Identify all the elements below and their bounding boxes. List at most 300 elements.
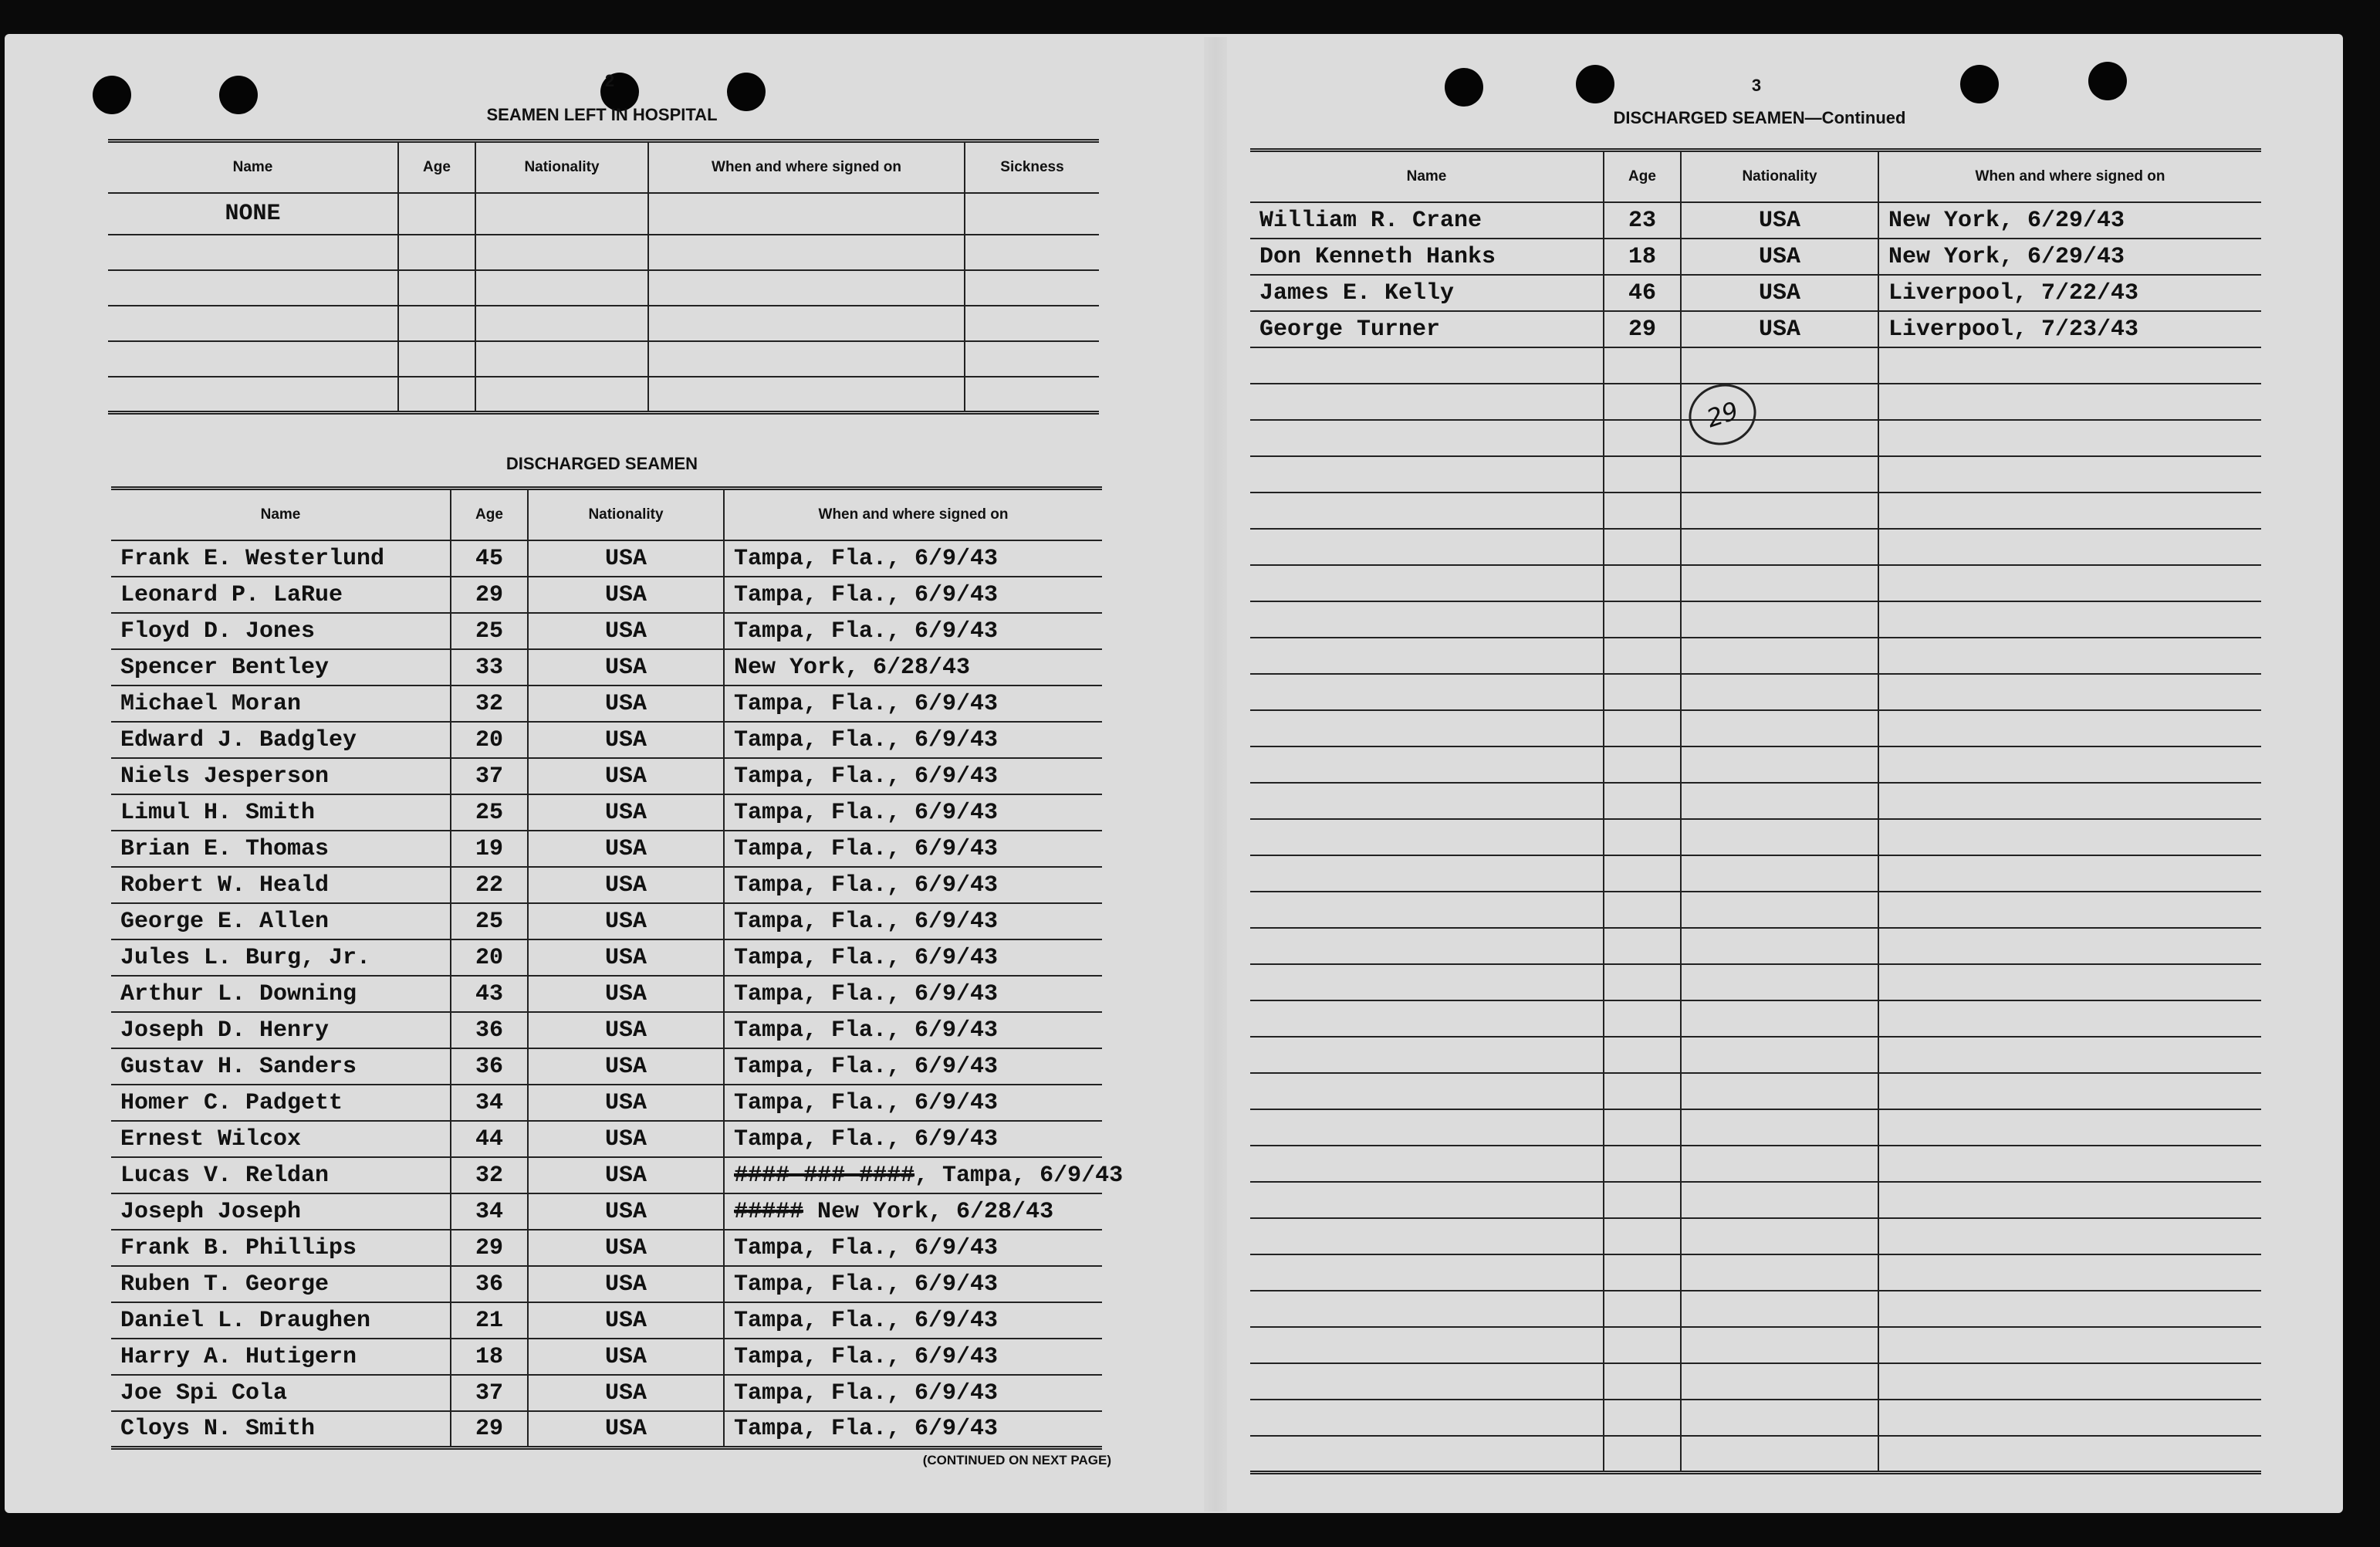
empty-cell — [1604, 1146, 1681, 1182]
seaman-name: Brian E. Thomas — [111, 831, 451, 867]
empty-cell — [1878, 384, 2261, 420]
seaman-age: 44 — [451, 1121, 528, 1157]
empty-cell — [1604, 347, 1681, 384]
seaman-age: 29 — [451, 577, 528, 613]
empty-cell — [1250, 493, 1604, 529]
seaman-age: 36 — [451, 1048, 528, 1085]
table-row — [111, 1085, 1102, 1121]
punch-hole — [2088, 62, 2127, 100]
empty-cell — [1604, 1218, 1681, 1254]
empty-cell — [1681, 1146, 1878, 1182]
seaman-age: 22 — [451, 867, 528, 903]
blank-row — [1250, 347, 2261, 384]
seaman-nationality: USA — [528, 1193, 724, 1230]
signed-on-cell — [724, 976, 1102, 1012]
empty-cell — [1604, 493, 1681, 529]
seaman-nationality: USA — [528, 685, 724, 722]
seaman-name: Lucas V. Reldan — [111, 1157, 451, 1193]
seaman-nationality: USA — [528, 540, 724, 577]
circled-total: 29 — [1681, 375, 1764, 453]
empty-cell — [1878, 1037, 2261, 1073]
blank-row — [1250, 1109, 2261, 1146]
column-header: Name — [1250, 151, 1604, 203]
signed-on-cell — [724, 577, 1102, 613]
signed-on-text: Tampa, Fla., 6/9/43 — [734, 980, 999, 1007]
signed-on-text: Tampa, Fla., 6/9/43 — [734, 1089, 999, 1116]
seaman-name: Leonard P. LaRue — [111, 577, 451, 613]
table-row — [111, 1230, 1102, 1266]
empty-cell — [1250, 638, 1604, 674]
column-header: Nationality — [1681, 151, 1878, 203]
table-row — [111, 540, 1102, 577]
blank-row — [1250, 565, 2261, 601]
column-header: Nationality — [475, 141, 648, 194]
seaman-age: 20 — [451, 939, 528, 976]
blank-row — [1250, 1254, 2261, 1291]
empty-cell — [1681, 1291, 1878, 1327]
table-row — [111, 1302, 1102, 1339]
table-row — [111, 976, 1102, 1012]
discharged-section-title: DISCHARGED SEAMEN — [505, 454, 698, 473]
seaman-nationality: USA — [528, 867, 724, 903]
seaman-age: 21 — [451, 1302, 528, 1339]
table-row — [111, 758, 1102, 794]
blank-row — [1250, 529, 2261, 565]
empty-cell — [1250, 1363, 1604, 1400]
signed-on-text: Tampa, Fla., 6/9/43 — [734, 1415, 999, 1442]
empty-cell — [1681, 601, 1878, 638]
empty-cell — [1604, 1109, 1681, 1146]
column-header: When and where signed on — [648, 141, 965, 194]
seaman-age: 46 — [1604, 275, 1681, 311]
table-row — [111, 1048, 1102, 1085]
empty-cell — [1878, 1073, 2261, 1109]
empty-cell — [1604, 1000, 1681, 1037]
empty-cell — [1250, 1327, 1604, 1363]
signed-on-cell — [724, 939, 1102, 976]
empty-cell — [1604, 1363, 1681, 1400]
empty-cell — [1878, 456, 2261, 493]
table-row — [111, 903, 1102, 939]
seaman-name: Cloys N. Smith — [111, 1411, 451, 1447]
blank-row — [1250, 892, 2261, 928]
seaman-nationality: USA — [528, 1230, 724, 1266]
empty-cell — [1878, 1146, 2261, 1182]
signed-on-text: Tampa, Fla., 6/9/43 — [734, 1053, 999, 1080]
empty-cell — [1681, 1327, 1878, 1363]
empty-cell — [1604, 565, 1681, 601]
table-row — [111, 867, 1102, 903]
seaman-nationality: USA — [528, 1339, 724, 1375]
empty-cell — [1250, 1037, 1604, 1073]
empty-cell — [1250, 928, 1604, 964]
blank-row — [1250, 1146, 2261, 1182]
struck-text: ##### — [734, 1198, 804, 1225]
seaman-age: 37 — [451, 1375, 528, 1411]
signed-on-cell — [724, 613, 1102, 649]
signed-on-text: Tampa, Fla., 6/9/43 — [734, 545, 999, 572]
seaman-nationality: USA — [1681, 275, 1878, 311]
empty-cell — [1878, 964, 2261, 1000]
signed-on-text: Tampa, Fla., 6/9/43 — [734, 835, 999, 862]
seaman-nationality: USA — [528, 1157, 724, 1193]
seaman-name: Joseph Joseph — [111, 1193, 451, 1230]
empty-cell — [1250, 529, 1604, 565]
signed-on-text: Liverpool, 7/23/43 — [1878, 311, 2261, 347]
empty-cell — [1878, 855, 2261, 892]
page-fold — [1204, 37, 1227, 1511]
table-row — [1250, 202, 2261, 239]
blank-row — [1250, 746, 2261, 783]
signed-on-text: Tampa, Fla., 6/9/43 — [734, 908, 999, 935]
blank-row — [1250, 710, 2261, 746]
seaman-name: Michael Moran — [111, 685, 451, 722]
blank-row — [1250, 1073, 2261, 1109]
empty-cell — [1250, 1436, 1604, 1472]
signed-on-cell — [724, 1266, 1102, 1302]
column-header: Age — [398, 141, 475, 194]
empty-cell — [1681, 1254, 1878, 1291]
seaman-name: Frank E. Westerlund — [111, 540, 451, 577]
seaman-nationality: USA — [528, 903, 724, 939]
signed-on-text: Tampa, Fla., 6/9/43 — [734, 1379, 999, 1407]
seaman-name: Joe Spi Cola — [111, 1375, 451, 1411]
seaman-name: Limul H. Smith — [111, 794, 451, 831]
empty-cell — [1250, 1109, 1604, 1146]
empty-cell — [1604, 892, 1681, 928]
empty-cell — [1250, 855, 1604, 892]
seaman-age: 37 — [451, 758, 528, 794]
continued-table — [1250, 148, 2261, 1474]
blank-row — [1250, 456, 2261, 493]
signed-on-cell — [724, 1339, 1102, 1375]
column-header: Age — [1604, 151, 1681, 203]
empty-cell — [1681, 1436, 1878, 1472]
empty-cell — [1681, 456, 1878, 493]
seaman-age: 32 — [451, 685, 528, 722]
seaman-nationality: USA — [528, 1411, 724, 1447]
seaman-age: 29 — [451, 1230, 528, 1266]
empty-cell — [1250, 819, 1604, 855]
seaman-nationality: USA — [528, 939, 724, 976]
table-row — [111, 831, 1102, 867]
seaman-name: Joseph D. Henry — [111, 1012, 451, 1048]
empty-cell — [1250, 674, 1604, 710]
empty-cell — [1681, 855, 1878, 892]
signed-on-cell — [724, 722, 1102, 758]
struck-text: #### ### #### — [734, 1162, 915, 1189]
signed-on-cell — [724, 1375, 1102, 1411]
signed-on-text: Tampa, Fla., 6/9/43 — [734, 618, 999, 645]
empty-cell — [1681, 1218, 1878, 1254]
signed-on-cell — [724, 903, 1102, 939]
empty-cell — [1681, 746, 1878, 783]
hospital-entry: NONE — [108, 193, 398, 235]
hospital-section-title: SEAMEN LEFT IN HOSPITAL — [486, 105, 718, 124]
empty-cell — [1604, 1182, 1681, 1218]
table-row — [111, 613, 1102, 649]
seaman-age: 18 — [451, 1339, 528, 1375]
seaman-nationality: USA — [528, 649, 724, 685]
empty-cell — [1250, 1073, 1604, 1109]
continued-note: (CONTINUED ON NEXT PAGE) — [922, 1453, 1111, 1467]
empty-cell — [1681, 1000, 1878, 1037]
signed-on-text: , Tampa, 6/9/43 — [914, 1162, 1124, 1189]
blank-row — [1250, 1400, 2261, 1436]
table-row — [111, 649, 1102, 685]
empty-cell — [1250, 1182, 1604, 1218]
seaman-age: 34 — [451, 1193, 528, 1230]
blank-row — [1250, 1363, 2261, 1400]
blank-row — [1250, 928, 2261, 964]
table-row — [111, 1339, 1102, 1375]
seaman-nationality: USA — [528, 976, 724, 1012]
seaman-name: James E. Kelly — [1250, 275, 1604, 311]
blank-row — [1250, 1218, 2261, 1254]
column-header: When and where signed on — [1878, 151, 2261, 203]
empty-cell — [1878, 819, 2261, 855]
blank-row — [1250, 493, 2261, 529]
seaman-name: Ernest Wilcox — [111, 1121, 451, 1157]
punch-hole — [1960, 65, 1999, 103]
table-row — [111, 794, 1102, 831]
seaman-age: 25 — [451, 794, 528, 831]
signed-on-cell — [724, 1012, 1102, 1048]
empty-cell — [1878, 783, 2261, 819]
signed-on-text: Tampa, Fla., 6/9/43 — [734, 1271, 999, 1298]
punch-hole — [1445, 68, 1483, 107]
empty-cell — [1681, 493, 1878, 529]
seaman-nationality: USA — [528, 613, 724, 649]
signed-on-cell — [724, 1085, 1102, 1121]
empty-cell — [1681, 1400, 1878, 1436]
blank-row — [1250, 1436, 2261, 1472]
empty-cell — [1250, 892, 1604, 928]
empty-cell — [1250, 1291, 1604, 1327]
empty-cell — [1878, 1363, 2261, 1400]
empty-cell — [1250, 1000, 1604, 1037]
seaman-name: Daniel L. Draughen — [111, 1302, 451, 1339]
empty-cell — [1878, 420, 2261, 456]
empty-cell — [1604, 964, 1681, 1000]
empty-cell — [1681, 1073, 1878, 1109]
blank-row — [1250, 819, 2261, 855]
table-row — [1250, 275, 2261, 311]
signed-on-cell — [724, 1157, 1124, 1193]
empty-cell — [1604, 420, 1681, 456]
blank-row — [1250, 674, 2261, 710]
signed-on-text: Tampa, Fla., 6/9/43 — [734, 1343, 999, 1370]
table-row — [111, 722, 1102, 758]
empty-cell — [1604, 601, 1681, 638]
seaman-nationality: USA — [1681, 202, 1878, 239]
continued-section-title: DISCHARGED SEAMEN—Continued — [1613, 108, 1906, 127]
blank-row — [1250, 420, 2261, 456]
seaman-name: Robert W. Heald — [111, 867, 451, 903]
seaman-nationality: USA — [528, 758, 724, 794]
seaman-name: Harry A. Hutigern — [111, 1339, 451, 1375]
seaman-age: 20 — [451, 722, 528, 758]
seaman-name: Floyd D. Jones — [111, 613, 451, 649]
signed-on-text: New York, 6/28/43 — [734, 654, 971, 681]
signed-on-text: Tampa, Fla., 6/9/43 — [734, 1234, 999, 1261]
blank-row — [1250, 638, 2261, 674]
seaman-nationality: USA — [528, 1121, 724, 1157]
seaman-age: 43 — [451, 976, 528, 1012]
seaman-age: 29 — [451, 1411, 528, 1447]
empty-cell — [1604, 384, 1681, 420]
empty-cell — [1681, 892, 1878, 928]
page-number-right: 3 — [1751, 76, 1762, 95]
signed-on-cell — [724, 685, 1102, 722]
signed-on-text: Tampa, Fla., 6/9/43 — [734, 763, 999, 790]
empty-cell — [1878, 493, 2261, 529]
signed-on-text: Tampa, Fla., 6/9/43 — [734, 944, 999, 971]
seaman-age: 32 — [451, 1157, 528, 1193]
table-row — [111, 1193, 1102, 1230]
seaman-nationality: USA — [528, 1012, 724, 1048]
table-row — [111, 939, 1102, 976]
empty-cell — [1681, 529, 1878, 565]
signed-on-text: Tampa, Fla., 6/9/43 — [734, 1126, 999, 1153]
empty-cell — [1878, 1109, 2261, 1146]
empty-cell — [1604, 783, 1681, 819]
blank-row — [1250, 601, 2261, 638]
blank-row — [1250, 783, 2261, 819]
empty-cell — [1250, 347, 1604, 384]
table-row — [111, 1411, 1102, 1447]
empty-cell — [1878, 1291, 2261, 1327]
empty-cell — [1681, 1037, 1878, 1073]
table-row — [111, 1121, 1102, 1157]
empty-cell — [1878, 710, 2261, 746]
blank-row — [1250, 855, 2261, 892]
seaman-age: 45 — [451, 540, 528, 577]
empty-cell — [1250, 746, 1604, 783]
seaman-nationality: USA — [528, 794, 724, 831]
empty-cell — [1878, 1327, 2261, 1363]
empty-cell — [1604, 746, 1681, 783]
seaman-name: Frank B. Phillips — [111, 1230, 451, 1266]
seaman-nationality: USA — [1681, 239, 1878, 275]
punch-hole — [93, 76, 131, 114]
seaman-name: Jules L. Burg, Jr. — [111, 939, 451, 976]
signed-on-cell — [724, 867, 1102, 903]
empty-cell — [1878, 892, 2261, 928]
empty-cell — [1681, 928, 1878, 964]
signed-on-text: Tampa, Fla., 6/9/43 — [734, 1307, 999, 1334]
signed-on-cell — [724, 1193, 1102, 1230]
signed-on-cell — [724, 1411, 1102, 1447]
empty-cell — [1250, 1146, 1604, 1182]
column-header: Age — [451, 489, 528, 541]
signed-on-cell — [724, 649, 1102, 685]
signed-on-text: Tampa, Fla., 6/9/43 — [734, 581, 999, 608]
seaman-age: 33 — [451, 649, 528, 685]
seaman-age: 36 — [451, 1012, 528, 1048]
empty-cell — [1604, 928, 1681, 964]
column-header: When and where signed on — [724, 489, 1102, 541]
empty-cell — [1604, 819, 1681, 855]
seaman-name: Ruben T. George — [111, 1266, 451, 1302]
seaman-name: Edward J. Badgley — [111, 722, 451, 758]
table-row — [111, 1375, 1102, 1411]
empty-cell — [1604, 456, 1681, 493]
table-row — [111, 1157, 1102, 1193]
punch-hole — [1576, 65, 1614, 103]
empty-cell — [1604, 1073, 1681, 1109]
empty-cell — [1681, 964, 1878, 1000]
seaman-age: 36 — [451, 1266, 528, 1302]
empty-cell — [1681, 819, 1878, 855]
empty-cell — [1681, 674, 1878, 710]
empty-cell — [1250, 1400, 1604, 1436]
empty-cell — [1250, 384, 1604, 420]
signed-on-text: Liverpool, 7/22/43 — [1878, 275, 2261, 311]
empty-cell — [1604, 638, 1681, 674]
seaman-age: 23 — [1604, 202, 1681, 239]
seaman-nationality: USA — [528, 1302, 724, 1339]
table-row — [111, 577, 1102, 613]
empty-cell — [1250, 1218, 1604, 1254]
signed-on-cell — [724, 1230, 1102, 1266]
seaman-name: George E. Allen — [111, 903, 451, 939]
empty-cell — [1878, 928, 2261, 964]
signed-on-text: New York, 6/29/43 — [1878, 239, 2261, 275]
table-row — [111, 1012, 1102, 1048]
seaman-name: William R. Crane — [1250, 202, 1604, 239]
empty-cell — [1250, 420, 1604, 456]
seaman-name: Gustav H. Sanders — [111, 1048, 451, 1085]
empty-cell — [1604, 529, 1681, 565]
signed-on-text: New York, 6/29/43 — [1878, 202, 2261, 239]
empty-cell — [1250, 710, 1604, 746]
seaman-age: 25 — [451, 903, 528, 939]
seaman-name: Spencer Bentley — [111, 649, 451, 685]
punch-hole — [219, 76, 258, 114]
discharged-table — [111, 486, 1124, 1450]
signed-on-text: New York, 6/28/43 — [803, 1198, 1054, 1225]
seaman-nationality: USA — [528, 1085, 724, 1121]
empty-cell — [1681, 710, 1878, 746]
table-row — [1250, 311, 2261, 347]
empty-cell — [1878, 565, 2261, 601]
blank-row — [1250, 1327, 2261, 1363]
empty-cell — [1604, 1291, 1681, 1327]
seaman-age: 25 — [451, 613, 528, 649]
empty-cell — [1878, 674, 2261, 710]
empty-cell — [1250, 964, 1604, 1000]
column-header: Name — [108, 141, 398, 194]
empty-cell — [1250, 601, 1604, 638]
table-row — [111, 685, 1102, 722]
empty-cell — [1878, 1400, 2261, 1436]
empty-cell — [1878, 1000, 2261, 1037]
empty-cell — [1878, 1436, 2261, 1472]
empty-cell — [1878, 529, 2261, 565]
empty-cell — [1250, 783, 1604, 819]
signed-on-cell — [724, 1048, 1102, 1085]
page-number-left: 2 — [604, 71, 615, 90]
empty-cell — [1681, 347, 1878, 384]
empty-cell — [1604, 855, 1681, 892]
signed-on-cell — [724, 540, 1102, 577]
seaman-age: 34 — [451, 1085, 528, 1121]
seaman-nationality: USA — [528, 1048, 724, 1085]
seaman-nationality: USA — [528, 722, 724, 758]
column-header: Name — [111, 489, 451, 541]
signed-on-cell — [724, 794, 1102, 831]
